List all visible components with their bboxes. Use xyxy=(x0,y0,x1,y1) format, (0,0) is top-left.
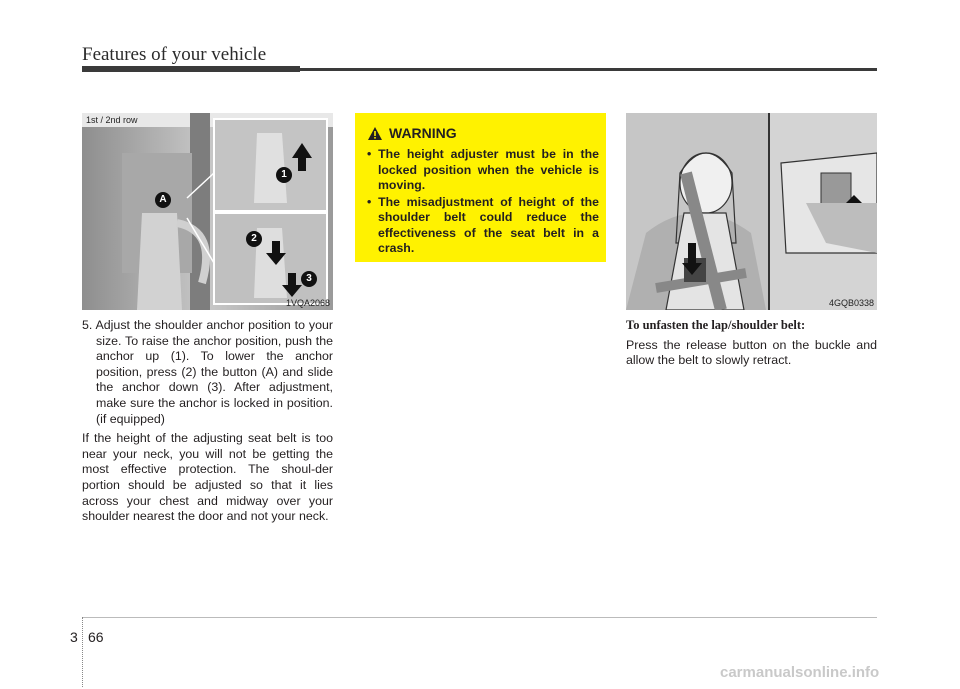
unfasten-belt-illustration xyxy=(626,113,877,310)
watermark: carmanualsonline.info xyxy=(720,664,880,681)
header-accent-bar xyxy=(82,66,300,72)
warning-item: • The height adjuster must be in the locked position when the vehicle is moving. xyxy=(367,147,599,192)
warning-header xyxy=(367,122,457,144)
footer-rule xyxy=(82,617,877,618)
warning-item: • The misadjustment of height of the shoulder belt could reduce the effectiveness of the seat belt in a crash. xyxy=(367,194,599,255)
warning-box xyxy=(355,113,606,262)
unfasten-belt-figure xyxy=(626,113,877,310)
unfasten-paragraph: Press the release button on the buckle and allow the belt to slowly retract. xyxy=(626,337,877,368)
unfasten-heading: To unfasten the lap/shoulder belt: xyxy=(626,318,806,332)
marker-2: 2 xyxy=(246,231,262,247)
warning-triangle-icon xyxy=(367,126,383,141)
shoulder-anchor-figure xyxy=(82,113,333,310)
warning-list xyxy=(367,147,599,258)
left-column xyxy=(82,318,333,529)
marker-3: 3 xyxy=(301,271,317,287)
step-5: 5. Adjust the shoulder anchor position to your size. To raise the anchor position, push the anchor up (1). To lower the anchor position, press (2) the button (A) and slide the anchor down (3). After adjustment, make sure the anchor is locked in position. (if equipped) xyxy=(82,318,333,426)
figure-code: 4GQB0338 xyxy=(828,298,874,308)
chapter-number: 3 xyxy=(70,629,78,645)
shoulder-anchor-photo xyxy=(82,113,333,310)
marker-1: 1 xyxy=(276,167,292,183)
figure-row-label: 1st / 2nd row xyxy=(86,115,138,125)
header-title: Features of your vehicle xyxy=(82,44,267,65)
figure-code: 1VQA2068 xyxy=(285,298,330,308)
footer-divider xyxy=(82,617,83,687)
left-paragraph: If the height of the adjusting seat belt is too near your neck, you will not be getting the most effective protection. The shoul-der portion should be adjusted so that it lies across your chest and midway over your shoulder nearest the door and not your neck. xyxy=(82,431,333,524)
page-number: 66 xyxy=(88,629,104,645)
marker-a: A xyxy=(155,192,171,208)
right-column xyxy=(626,318,877,373)
warning-title: WARNING xyxy=(389,125,457,141)
